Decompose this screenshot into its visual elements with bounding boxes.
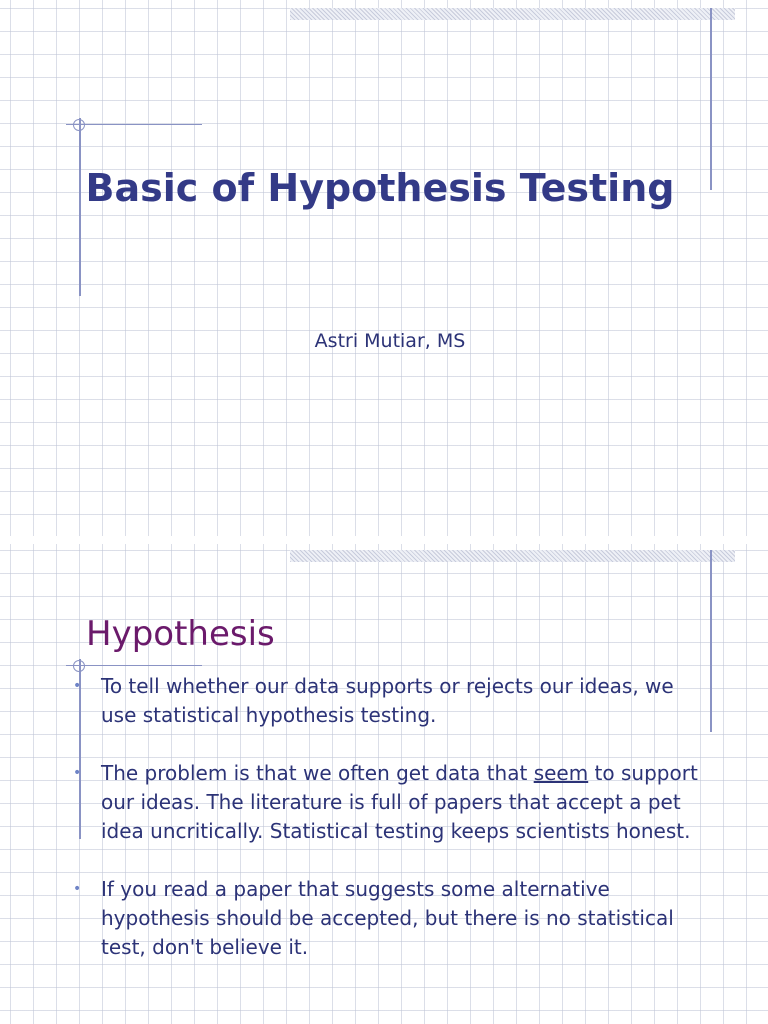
bullet-dot-icon: • bbox=[73, 881, 82, 897]
decor-horizontal-rule bbox=[66, 124, 202, 125]
ring-icon bbox=[73, 119, 85, 131]
bullet-text: If you read a paper that suggests some alternative hypothesis should be accepted, but there is no statistical test, don't believe it. bbox=[101, 877, 674, 959]
decor-vertical-rule-right bbox=[710, 550, 712, 732]
slide-title-text: Basic of Hypothesis Testing bbox=[85, 166, 675, 210]
bullet-text: To tell whether our data supports or rejects our ideas, we use statistical hypothesis testing. bbox=[101, 674, 674, 727]
bullet-item bbox=[70, 875, 710, 962]
underlined-word: seem bbox=[533, 761, 589, 785]
slide-separator bbox=[0, 536, 768, 544]
slide-heading: Hypothesis bbox=[86, 614, 275, 654]
slide-hypothesis bbox=[0, 544, 768, 1024]
bullet-dot-icon: • bbox=[73, 678, 82, 694]
bullet-item bbox=[70, 759, 710, 846]
bullet-text-part: to support our ideas. The literature is full of papers that accept a pet idea uncritically. Statistical testing keeps scientists honest. bbox=[101, 761, 698, 843]
decor-horizontal-rule bbox=[66, 665, 202, 666]
decor-vertical-rule-right bbox=[710, 8, 712, 190]
bullet-item bbox=[70, 672, 710, 730]
hatch-band bbox=[290, 550, 735, 562]
hatch-band bbox=[290, 8, 735, 20]
author-name: Astri Mutiar, MS bbox=[314, 330, 466, 352]
bullet-list bbox=[70, 672, 710, 991]
bullet-dot-icon: • bbox=[73, 765, 82, 781]
bullet-text-part: The problem is that we often get data that bbox=[101, 761, 534, 785]
ring-icon bbox=[73, 660, 85, 672]
